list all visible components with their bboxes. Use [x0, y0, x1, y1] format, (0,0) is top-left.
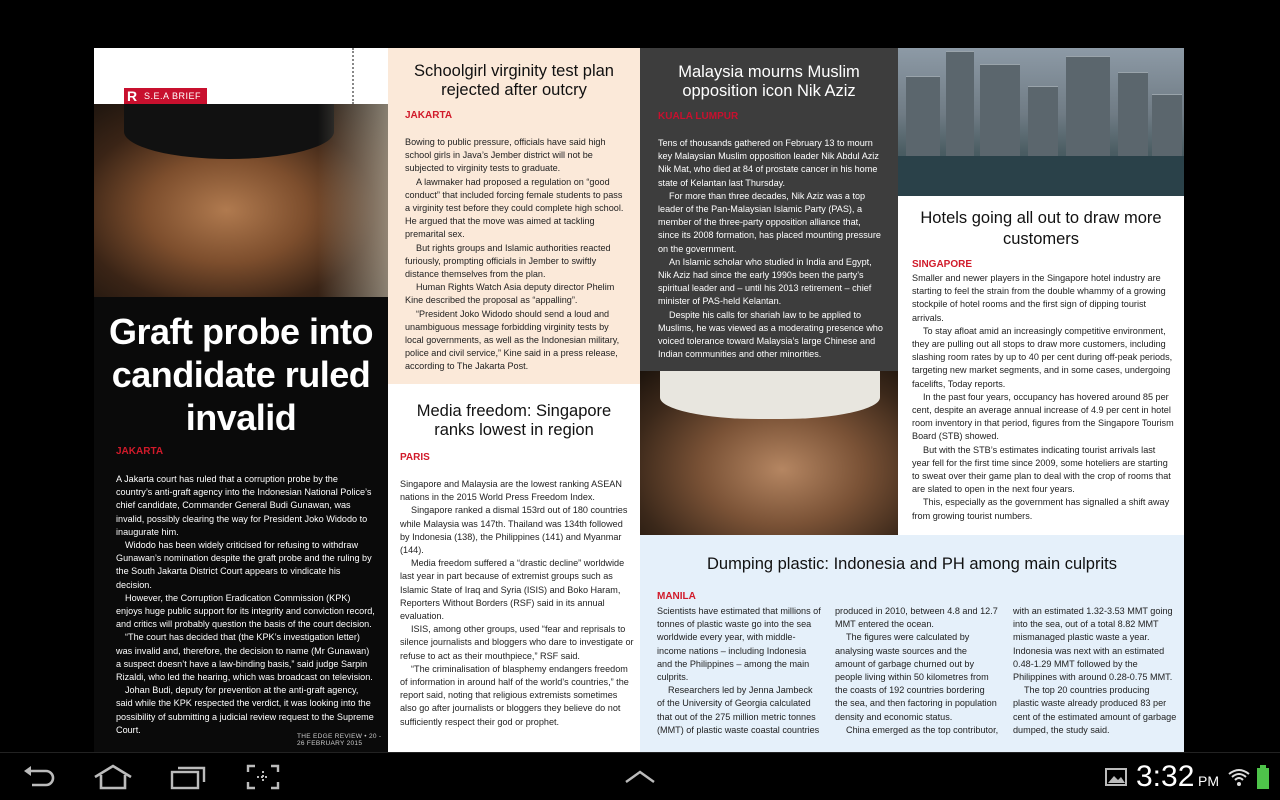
photo-detail: [906, 76, 940, 156]
battery-icon: [1256, 765, 1270, 789]
page-fold-line: [352, 48, 354, 104]
plastic-paragraph: The top 20 countries producing plastic waste already produced 83 per cent of the estimated amount of garbage dumped, the study said.: [1013, 685, 1177, 735]
plastic-paragraph: China emerged as the top contributor,: [846, 724, 999, 735]
nikaziz-dateline: KUALA LUMPUR: [658, 111, 739, 122]
hotels-headline: Hotels going all out to draw more customers: [920, 209, 1162, 248]
graft-paragraph: Widodo has been widely criticised for refusing to withdraw Gunawan’s nomination despite the graft probe and the ruling by the South Jakarta District Court appears to vindicate his decision.: [116, 540, 372, 590]
media-paragraph: ISIS, among other groups, used “fear and reprisals to silence journalists and bloggers who dare to investigate or refuse to act as their mouthpiece,” RSF said.: [400, 624, 634, 661]
expand-up-button[interactable]: [620, 753, 660, 800]
virginity-paragraph: Bowing to public pressure, officials have said high school girls in Java’s Jember district will not be subjected to virginity tests to graduate.: [405, 137, 606, 174]
plastic-paragraph: Researchers led by Jenna Jambeck of the University of Georgia calculated that out of the 275 million metric tonnes (MMT) of plastic waste coastal countries: [657, 685, 820, 735]
plastic-column: [835, 605, 999, 737]
plastic-dateline: MANILA: [657, 591, 696, 602]
photo-detail: [1152, 94, 1182, 156]
nikaziz-body: [658, 137, 884, 361]
media-article: [388, 384, 640, 753]
virginity-body: [405, 136, 629, 374]
nikaziz-paragraph: For more than three decades, Nik Aziz was a top leader of the Pan-Malaysian Islamic Party (PAS), a member of the three-party opposition alliance that, since its 2008 formation, has placed mounting pressure on the government.: [658, 190, 881, 254]
recent-apps-button[interactable]: [168, 753, 208, 800]
nikaziz-headline: Malaysia mourns Muslim opposition icon Nik Aziz: [678, 63, 860, 100]
photo-detail: [1028, 86, 1058, 156]
nikaziz-paragraph: An Islamic scholar who studied in India and Egypt, Nik Aziz had since the early 1990s been the party’s spiritual leader and – until his 2013 retirement – chief minister of PAS-held Kelantan.: [658, 256, 872, 307]
hotels-paragraph: To stay afloat amid an increasingly competitive environment, they are pulling out all stops to draw more customers, including slashing room rates by up to 40 per cent during off-peak periods, targeting new market segments, and in some cases, undergoing facelifts, Today reports.: [912, 325, 1173, 389]
virginity-paragraph: “President Joko Widodo should send a loud and unambiguous message forbidding virginity tests by local governments, as well as the Indonesian military, police and civil service,” Kine said in a press release, according to The Jakarta Post.: [405, 308, 620, 372]
section-logo: R: [124, 88, 140, 104]
plastic-article: [640, 535, 1184, 753]
status-clock: 3:32: [1136, 760, 1195, 793]
back-icon: [22, 765, 56, 789]
battery-status: [1254, 753, 1272, 800]
back-button[interactable]: [18, 753, 60, 800]
chevron-up-icon: [623, 769, 657, 785]
nikaziz-article: [640, 48, 898, 371]
hotels-paragraph: Smaller and newer players in the Singapore hotel industry are starting to feel the strain from the double whammy of a growing stockpile of hotel rooms and the first sign of dipping tourist arrivals.: [912, 273, 1166, 323]
section-label: S.E.A BRIEF: [140, 88, 207, 104]
media-dateline: PARIS: [400, 452, 430, 463]
graft-paragraph: However, the Corruption Eradication Commission (KPK) enjoys huge public support for its integrity and conviction record, and critics will probably question the basis of the court decision.: [116, 592, 375, 630]
virginity-article: [388, 48, 640, 384]
gallery-notification-icon: [1105, 768, 1127, 786]
plastic-column: [1013, 605, 1177, 737]
wifi-status: [1226, 753, 1252, 800]
plastic-body: [657, 605, 1177, 737]
nikaziz-photo: [640, 371, 898, 535]
hotels-article: [898, 196, 1184, 536]
hotels-body: [912, 272, 1174, 523]
graft-paragraph: “The court has decided that (the KPK’s investigation letter) was invalid and, therefore, the decision to name (Mr Gunawan) a suspect doesn’t have a law-binding basis,” said judge Sarpin Rizaldi, who led the hearing, which was broadcast on television.: [116, 632, 373, 683]
media-paragraph: Singapore and Malaysia are the lowest ranking ASEAN nations in the 2015 World Press Freedom Index.: [400, 479, 622, 503]
hotel-pool-photo: [898, 48, 1184, 196]
jokowi-photo: [94, 104, 388, 297]
virginity-headline: Schoolgirl virginity test plan rejected after outcry: [414, 62, 614, 99]
photo-detail: [318, 104, 388, 297]
hotels-dateline: SINGAPORE: [912, 259, 973, 270]
screenshot-button[interactable]: [244, 753, 282, 800]
virginity-paragraph: A lawmaker had proposed a regulation on “good conduct” that included forcing female students to pass a virginity test before they could complete high school. He argued that the move was aimed at tackling premarital sex.: [405, 176, 624, 240]
graft-article: [94, 48, 388, 753]
magazine-spread[interactable]: [94, 48, 1184, 753]
photo-detail: [1066, 56, 1110, 156]
photo-detail: [124, 104, 334, 159]
home-button[interactable]: [90, 753, 136, 800]
media-paragraph: Media freedom suffered a “drastic decline” worldwide last year in part because of extremist groups such as Islamic State of Iraq and Syria (ISIS) and Boko Haram, Reporters Without Borders (RSF) said in its annual evaluation.: [400, 558, 625, 622]
photo-detail: [1118, 72, 1148, 156]
virginity-dateline: JAKARTA: [405, 110, 453, 121]
screenshot-icon: [246, 764, 280, 790]
media-paragraph: Singapore ranked a dismal 153rd out of 180 countries while Malaysia was 147th. Thailand was 134th followed by Indonesia (138), the Philippines (141) and Myanmar (144).: [400, 505, 628, 556]
nikaziz-paragraph: Tens of thousands gathered on February 13 to mourn key Malaysian Muslim opposition leader Nik Abdul Aziz Nik Mat, who died at 84 of prostate cancer in his home state of Kelantan last Thursday.: [658, 138, 879, 188]
graft-dateline: JAKARTA: [116, 446, 164, 457]
media-body: [400, 478, 634, 729]
plastic-paragraph: Scientists have estimated that millions of tonnes of plastic waste go into the sea worldwide every year, with middle-income nations – including Indonesia and the Philippines – among the main culprits.: [657, 606, 821, 683]
plastic-column: [657, 605, 821, 737]
home-icon: [93, 764, 133, 790]
system-navigation-bar: [0, 752, 1280, 800]
plastic-paragraph: with an estimated 1.32-3.53 MMT going into the sea, out of a total 8.82 MMT mismanaged plastic waste a year. Indonesia was next with an estimated 0.48-1.29 MMT followed by the Philippines with around 0.28-0.75 MMT.: [1013, 606, 1173, 683]
graft-headline: Graft probe into candidate ruled invalid: [109, 311, 373, 438]
plastic-paragraph: produced in 2010, between 4.8 and 12.7 MMT entered the ocean.: [835, 606, 998, 630]
hotels-paragraph: But with the STB’s estimates indicating tourist arrivals last year fell for the first time since 2009, some hoteliers are starting to sweat over their game plan to deal with the crop of rooms that are slated to open in the next four years.: [912, 444, 1171, 495]
graft-paragraph: Johan Budi, deputy for prevention at the anti-graft agency, said while the KPK respected the verdict, it was looking into the possibility of submitting a judicial review request to the Supreme Court.: [116, 685, 374, 735]
graft-paragraph: A Jakarta court has ruled that a corruption probe by the country’s anti-graft agency into the Indonesian National Police’s chief candidate, Commander General Budi Gunawan, was invalid, possibly clearing the way for President Joko Widodo to inaugurate him.: [116, 474, 372, 537]
hotels-paragraph: This, especially as the government has signalled a shift away from growing tourist numbers.: [912, 497, 1170, 521]
virginity-paragraph: Human Rights Watch Asia deputy director Phelim Kine described the proposal as “appalling”.: [405, 282, 615, 306]
media-headline: Media freedom: Singapore ranks lowest in region: [416, 402, 612, 439]
page-header: [94, 48, 388, 104]
virginity-paragraph: But rights groups and Islamic authorities reacted furiously, prompting officials in Jember to swiftly distance themselves from the plan.: [405, 242, 611, 280]
photo-detail: [660, 371, 880, 419]
recent-apps-icon: [170, 764, 206, 790]
gallery-notification[interactable]: [1104, 753, 1128, 800]
wifi-icon: [1227, 767, 1251, 787]
status-ampm: PM: [1198, 773, 1219, 789]
hotels-paragraph: In the past four years, occupancy has hovered around 85 per cent, despite an average annual increase of 4.9 per cent in hotel room inventory in that period, figures from the Singapore Tourism Board (STB) showed.: [912, 391, 1174, 442]
section-tag: [124, 88, 207, 104]
plastic-headline: Dumping plastic: Indonesia and PH among main culprits: [707, 555, 1117, 573]
photo-detail: [980, 64, 1020, 156]
media-paragraph: “The criminalisation of blasphemy endangers freedom of information in around half of the world’s countries,” the report said, noting that religious extremists sometimes also go after journalists or bloggers they believe do not sufficiently respect their god or prophet.: [400, 663, 629, 727]
page-footer: THE EDGE REVIEW • 20 - 26 FEBRUARY 2015: [297, 733, 382, 747]
graft-body: [116, 473, 376, 737]
nikaziz-paragraph: Despite his calls for shariah law to be applied to Muslims, he was viewed as a moderating presence who voiced tolerance toward Malaysia’s large Chinese and Indian communities and other minorities.: [658, 309, 883, 360]
photo-detail: [946, 51, 974, 156]
photo-detail: [898, 156, 1184, 196]
plastic-paragraph: The figures were calculated by analysing waste sources and the amount of garbage churned out by people living within 50 kilometres from the coasts of 192 countries bordering the sea, and then factoring in population density and economic status.: [835, 632, 997, 722]
